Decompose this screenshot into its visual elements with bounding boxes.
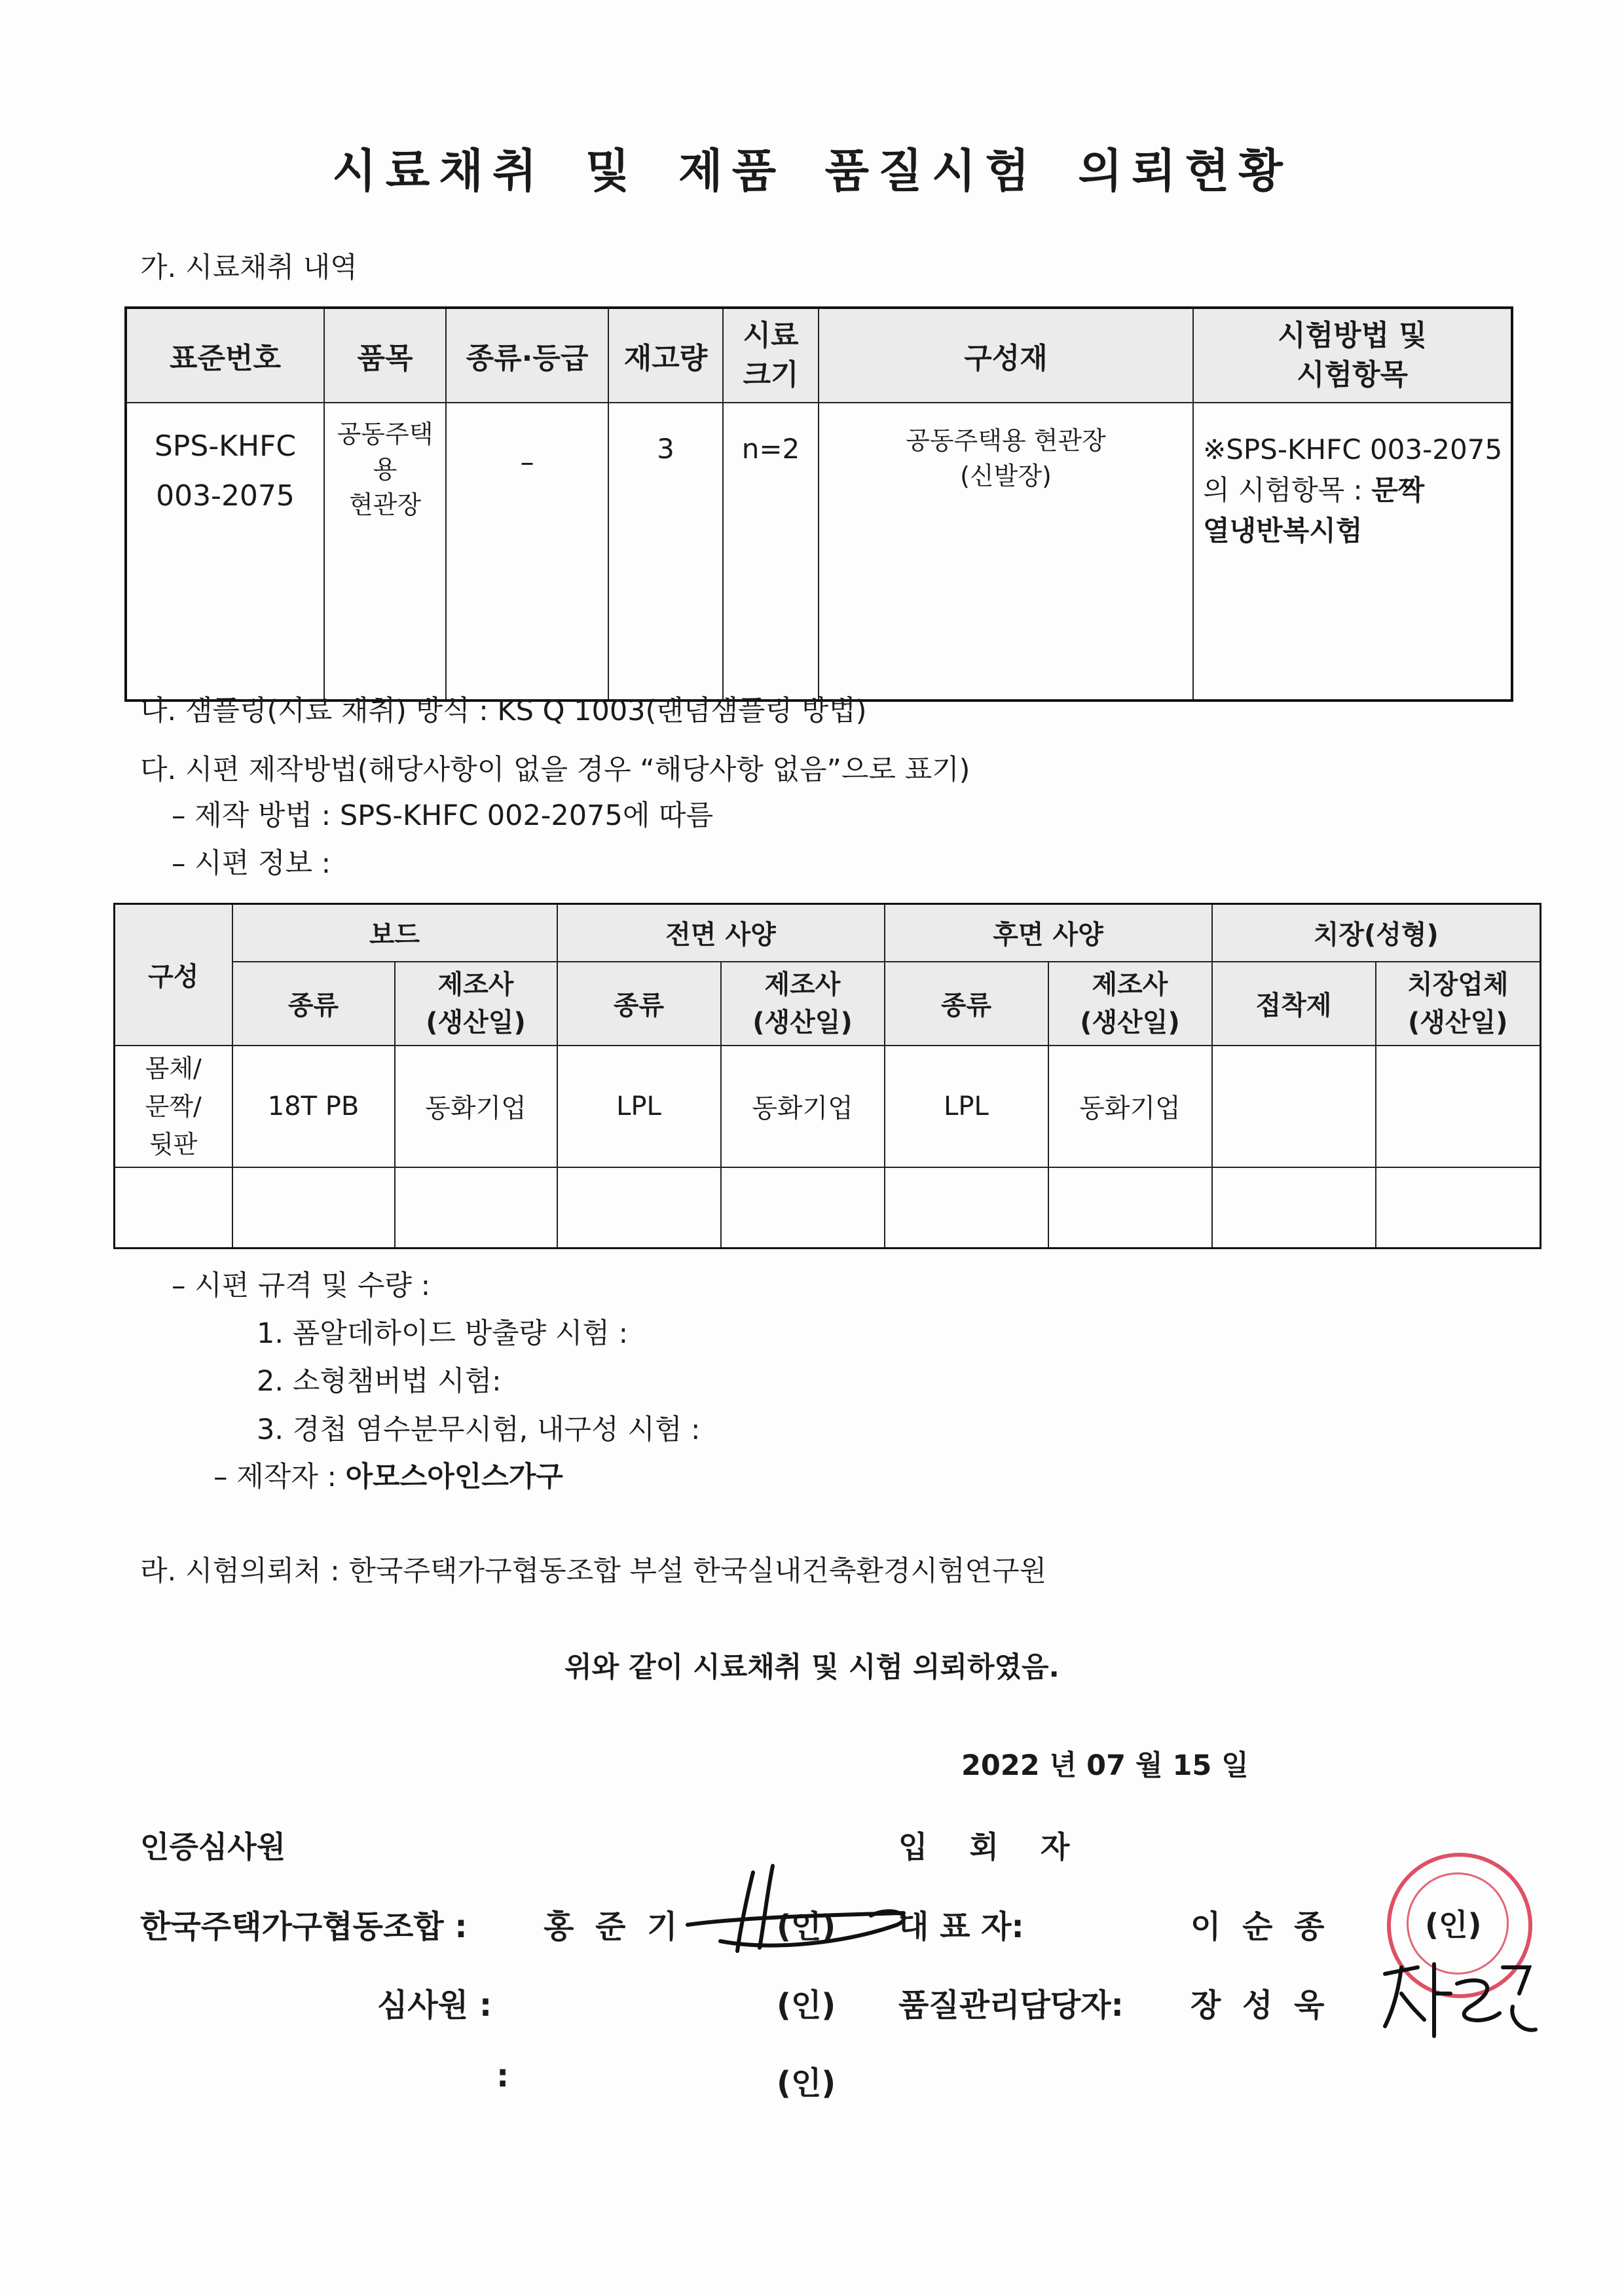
sub-type: 종류	[232, 962, 395, 1046]
sub-type: 종류	[885, 962, 1048, 1046]
maker-label: – 제작자 :	[213, 1461, 346, 1493]
sub-maker: 제조사 (생산일)	[1048, 962, 1212, 1046]
spec-item-1: 1. 폼알데하이드 방출량 시험 :	[257, 1317, 629, 1350]
page-title: 시료채취 및 제품 품질시험 의뢰현황	[332, 144, 1292, 198]
qc-label: 품질관리담당자:	[898, 1987, 1124, 2024]
maker-name: 아모스아인스가구	[345, 1461, 563, 1493]
cert-examiner-heading: 인증심사원	[140, 1829, 286, 1865]
spec-item-2: 2. 소형챔버법 시험:	[257, 1365, 502, 1398]
header-component: 구성재	[819, 308, 1193, 403]
section-d: 라. 시험의뢰처 : 한국주택가구협동조합 부설 한국실내건축환경시험연구원	[140, 1555, 1047, 1588]
examiner-signature	[674, 1853, 923, 1971]
sub-adhesive: 접착제	[1212, 962, 1376, 1046]
cell-front-maker: 동화기업	[721, 1046, 885, 1167]
qc-signature	[1372, 1948, 1542, 2046]
group-back: 후면 사양	[885, 904, 1212, 962]
spec-item-3: 3. 경첩 염수분무시험, 내구성 시험 :	[257, 1413, 701, 1446]
cell-front-type: LPL	[557, 1046, 721, 1167]
specimen-row	[115, 1046, 1541, 1167]
section-b: 나. 샘플링(시료 채취) 방식 : KS Q 1003(랜덤샘플링 방법)	[140, 695, 867, 727]
spec-heading: – 시편 규격 및 수량 :	[172, 1269, 431, 1302]
specimen-info-label: – 시편 정보 :	[172, 847, 331, 880]
group-finish: 치장(성형)	[1212, 904, 1541, 962]
date: 2022 년 07 월 15 일	[961, 1749, 1249, 1782]
sub-finisher: 치장업체 (생산일)	[1376, 962, 1541, 1046]
specimen-empty-row	[115, 1167, 1541, 1248]
seal-mark-4: (인)	[777, 2065, 836, 2102]
group-front: 전면 사양	[557, 904, 885, 962]
cell-stock: 3	[608, 403, 723, 701]
cell-adhesive	[1212, 1046, 1376, 1167]
section-a-heading: 가. 시료채취 내역	[140, 251, 358, 284]
examiner3-label: :	[496, 2058, 509, 2094]
qc-name: 장 성 욱	[1190, 1987, 1330, 2024]
cell-part: 몸체/ 문짝/ 뒷판	[115, 1046, 232, 1167]
method-bold: 문짝 열냉반복시험	[1203, 474, 1425, 547]
org-label: 한국주택가구협동조합 :	[140, 1908, 468, 1945]
header-method: 시험방법 및 시험항목	[1193, 308, 1512, 403]
examiner-name: 홍 준 기	[544, 1908, 683, 1945]
sample-table	[124, 306, 1513, 702]
specimen-table	[113, 903, 1541, 1249]
method-text: ※SPS-KHFC 003-2075 의 시험항목 :	[1203, 433, 1503, 506]
maker-line	[213, 1455, 563, 1495]
witness-heading: 입 회 자	[898, 1829, 1086, 1865]
cell-back-type: LPL	[885, 1046, 1048, 1167]
cell-grade: –	[446, 403, 608, 701]
sub-maker: 제조사 (생산일)	[721, 962, 885, 1046]
cell-standard: SPS-KHFC 003-2075	[126, 403, 324, 701]
sample-table-header	[126, 308, 1512, 403]
statement: 위와 같이 시료채취 및 시험 의뢰하였음.	[564, 1651, 1060, 1684]
examiner2-label: 심사원 :	[377, 1987, 492, 2024]
section-c-heading: 다. 시편 제작방법(해당사항이 없을 경우 “해당사항 없음”으로 표기)	[140, 754, 970, 786]
seal-mark-3: (인)	[777, 1987, 836, 2024]
cell-item: 공동주택 용 현관장	[324, 403, 446, 701]
header-standard: 표준번호	[126, 308, 324, 403]
seal-mark-2: (인)	[1425, 1907, 1482, 1942]
cell-board-maker: 동화기업	[395, 1046, 557, 1167]
sub-type: 종류	[557, 962, 721, 1046]
header-grade: 종류·등급	[446, 308, 608, 403]
group-board: 보드	[232, 904, 557, 962]
seal-mark-1: (인)	[777, 1908, 836, 1945]
sub-maker: 제조사 (생산일)	[395, 962, 557, 1046]
cell-component: 공동주택용 현관장 (신발장)	[819, 403, 1193, 701]
rep-name: 이 순 종	[1190, 1908, 1330, 1945]
production-method: – 제작 방법 : SPS-KHFC 002-2075에 따름	[172, 799, 714, 832]
cell-board-type: 18T PB	[232, 1046, 395, 1167]
header-component: 구성	[115, 904, 232, 1046]
cell-sample-size: n=2	[723, 403, 819, 701]
sample-table-row	[126, 403, 1512, 701]
header-sample-size: 시료 크기	[723, 308, 819, 403]
cell-finisher	[1376, 1046, 1541, 1167]
header-stock: 재고량	[608, 308, 723, 403]
cell-method	[1193, 403, 1512, 701]
rep-label: 대 표 자:	[898, 1908, 1024, 1945]
header-item: 품목	[324, 308, 446, 403]
cell-back-maker: 동화기업	[1048, 1046, 1212, 1167]
